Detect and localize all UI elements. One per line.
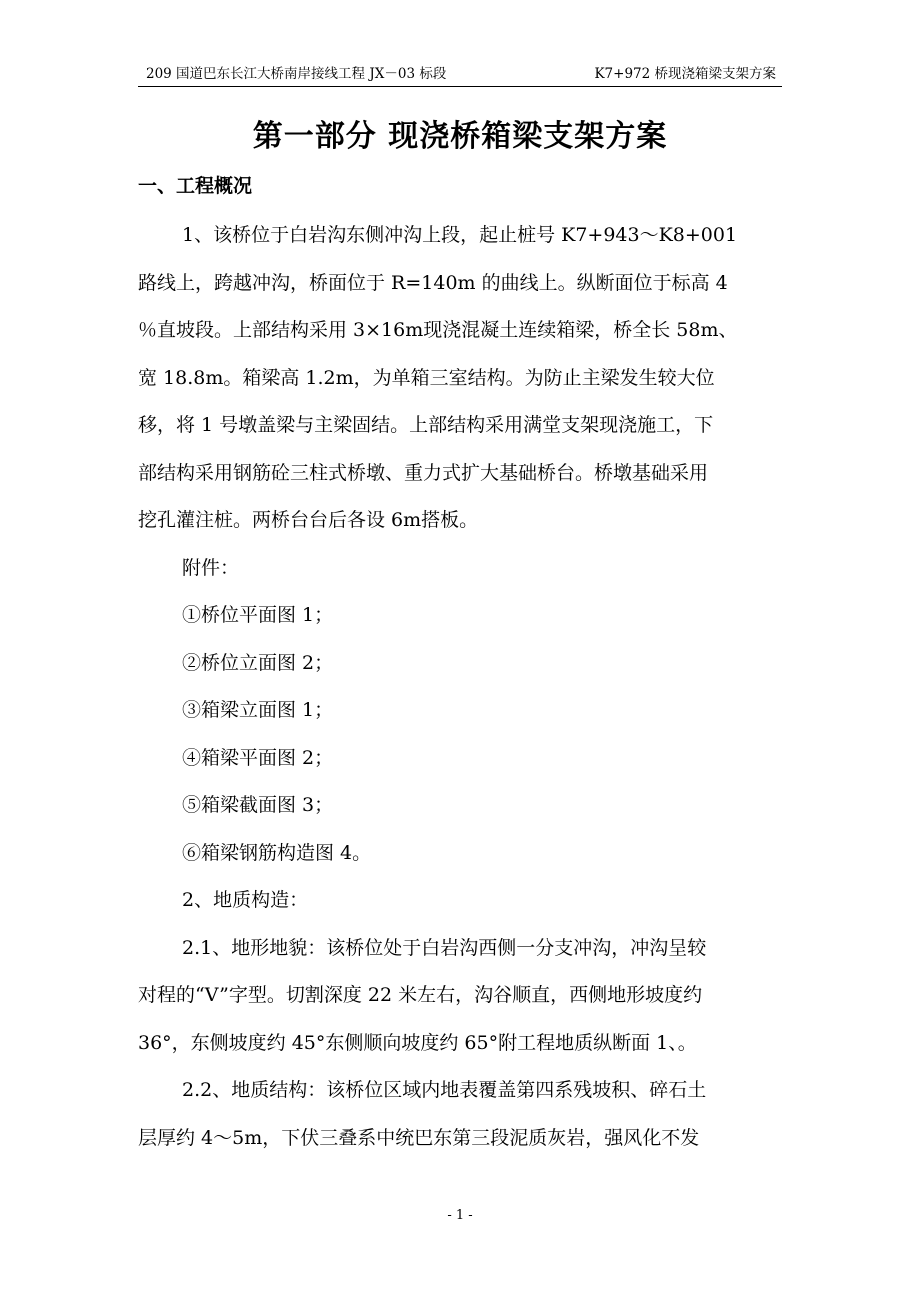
section-heading-overview: 一、工程概况 (138, 175, 253, 197)
attachment-item: ①桥位平面图 1； (182, 604, 334, 626)
paragraph-2-1-line: 对程的“V”字型。切割深度 22 米左右，沟谷顺直，西侧地形坡度约 (138, 984, 703, 1006)
paragraph-1-line: 路线上，跨越冲沟，桥面位于 R=140m 的曲线上。纵断面位于标高 4 (138, 271, 728, 294)
geology-heading: 2、地质构造： (182, 889, 309, 911)
paragraph-1-line: 挖孔灌注桩。两桥台台后各设 6m搭板。 (138, 509, 479, 531)
paragraph-2-1-line: 36°，东侧坡度约 45°东侧顺向坡度约 65°附工程地质纵断面 1、。 (138, 1031, 697, 1054)
document-body (138, 212, 782, 1162)
attachment-item: ②桥位立面图 2； (182, 651, 334, 674)
attachment-item: ④箱梁平面图 2； (182, 746, 334, 769)
attachment-item: ③箱梁立面图 1； (182, 699, 334, 721)
header-project-name: 209 国道巴东长江大桥南岸接线工程 JX－03 标段 (146, 66, 447, 82)
page-header (138, 64, 782, 87)
document-title: 第一部分 现浇桥箱梁支架方案 (252, 119, 668, 154)
paragraph-1-line: 部结构采用钢筋砼三柱式桥墩、重力式扩大基础桥台。桥墩基础采用 (138, 461, 709, 484)
attachment-item: ⑥箱梁钢筋构造图 4。 (182, 841, 372, 864)
paragraph-1-line: ％直坡段。上部结构采用 3×16m现浇混凝土连续箱梁，桥全长 58m、 (138, 319, 738, 341)
paragraph-1-line: 宽 18.8m。箱梁高 1.2m，为单箱三室结构。为防止主梁发生较大位 (138, 366, 715, 389)
paragraph-2-1-line: 2.1、地形地貌：该桥位处于白岩沟西侧一分支冲沟，冲沟呈较 (182, 936, 707, 959)
page-number: - 1 - (447, 1208, 473, 1223)
paragraph-1-line: 1、该桥位于白岩沟东侧冲沟上段，起止桩号 K7+943～K8+001 (182, 224, 738, 246)
paragraph-2-2-line: 层厚约 4～5m，下伏三叠系中统巴东第三段泥质灰岩，强风化不发 (138, 1126, 700, 1149)
header-document-name: K7+972 桥现浇箱梁支架方案 (594, 66, 776, 82)
attachment-item: ⑤箱梁截面图 3； (182, 794, 334, 816)
paragraph-1-line: 移，将 1 号墩盖梁与主梁固结。上部结构采用满堂支架现浇施工，下 (138, 414, 714, 436)
attachments-label: 附件： (182, 556, 240, 579)
paragraph-2-2-line: 2.2、地质结构：该桥位区域内地表覆盖第四系残坡积、碎石土 (182, 1079, 707, 1101)
